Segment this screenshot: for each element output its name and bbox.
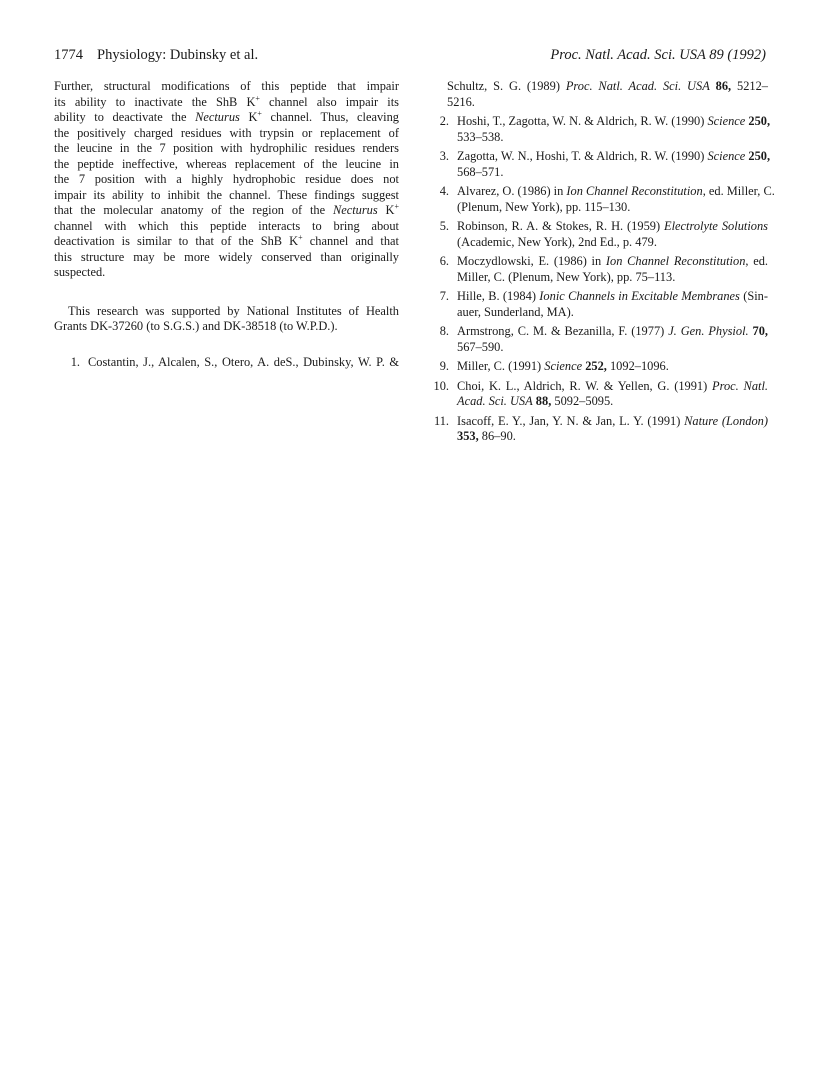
reference-item: 5. Robinson, R. A. & Stokes, R. H. (1959) Electrolyte Solutions (Academic, New York), 2nd Ed., p. 479. <box>439 219 768 249</box>
reference-item: 2. Hoshi, T., Zagotta, W. N. & Aldrich, R. W. (1990) Science 250, 533–538. <box>439 114 771 144</box>
text-line: the 7 position with a highly hydrophobic residue does not <box>54 172 399 186</box>
text-line: that the molecular anatomy of the region of the Necturus K+ <box>54 202 399 217</box>
left-column <box>54 79 399 370</box>
reference-item: 3. Zagotta, W. N., Hoshi, T. & Aldrich, R. W. (1990) Science 250, 568–571. <box>439 149 771 179</box>
reference-item: 7. Hille, B. (1984) Ionic Channels in Excitable Membranes (Sin- auer, Sunderland, MA). <box>439 289 768 319</box>
text-line: Further, structural modifications of this peptide that impair <box>54 79 399 93</box>
body-paragraph <box>54 79 399 281</box>
reference-item: Schultz, S. G. (1989) Proc. Natl. Acad. Sci. USA 86, 5212– 5216. <box>447 79 768 109</box>
journal-citation: Proc. Natl. Acad. Sci. USA 89 (1992) <box>550 47 766 63</box>
reference-item: 8. Armstrong, C. M. & Bezanilla, F. (1977) J. Gen. Physiol. 70, 567–590. <box>439 324 769 354</box>
text-line: ability to deactivate the Necturus K+ channel. Thus, cleaving <box>54 109 399 124</box>
text-line: Grants DK-37260 (to S.G.S.) and DK-38518 (to W.P.D.). <box>54 319 338 333</box>
reference-item: 9. Miller, C. (1991) Science 252, 1092–1096. <box>439 359 669 373</box>
text-line: This research was supported by National Institutes of Health <box>68 303 399 318</box>
page-header <box>54 47 766 67</box>
text-line: impair its ability to inhibit the channel. These findings suggest <box>54 187 399 202</box>
page-number: 1774 <box>54 47 83 63</box>
reference-item: 4. Alvarez, O. (1986) in Ion Channel Reconstitution, ed. Miller, C. (Plenum, New York), pp. 115–130. <box>439 184 775 214</box>
reference-item: 10. Choi, K. L., Aldrich, R. W. & Yellen, G. (1991) Proc. Natl. Acad. Sci. USA 88, 5092–5095. <box>433 378 768 408</box>
text-line: deactivation is similar to that of the ShB K+ channel and that <box>54 233 400 248</box>
reference-item: 6. Moczydlowski, E. (1986) in Ion Channel Reconstitution, ed. Miller, C. (Plenum, New York), pp. 75–113. <box>439 254 768 284</box>
text-line: this structure may be more widely conserved than originally <box>54 249 399 264</box>
reference-item: 11. Isacoff, E. Y., Jan, Y. N. & Jan, L. Y. (1991) Nature (London) 353, 86–90. <box>433 413 768 443</box>
text-line: channel with which this peptide interacts to bring about <box>54 218 399 233</box>
text-line: the leucine in the 7 position with hydrophilic residues renders <box>54 141 399 155</box>
text-line: the positively charged residues with trypsin or replacement of <box>54 125 399 140</box>
text-line: the peptide ineffective, whereas replacement of the leucine in <box>54 156 399 171</box>
reference-item: 1. Costantin, J., Alcalen, S., Otero, A. deS., Dubinsky, W. P. & <box>70 354 399 369</box>
acknowledgment <box>54 304 399 335</box>
text-line: its ability to inactivate the ShB K+ channel also impair its <box>54 93 399 109</box>
text-line: suspected. <box>54 265 106 279</box>
running-title: Physiology: Dubinsky et al. <box>97 47 259 63</box>
right-column <box>423 79 775 445</box>
